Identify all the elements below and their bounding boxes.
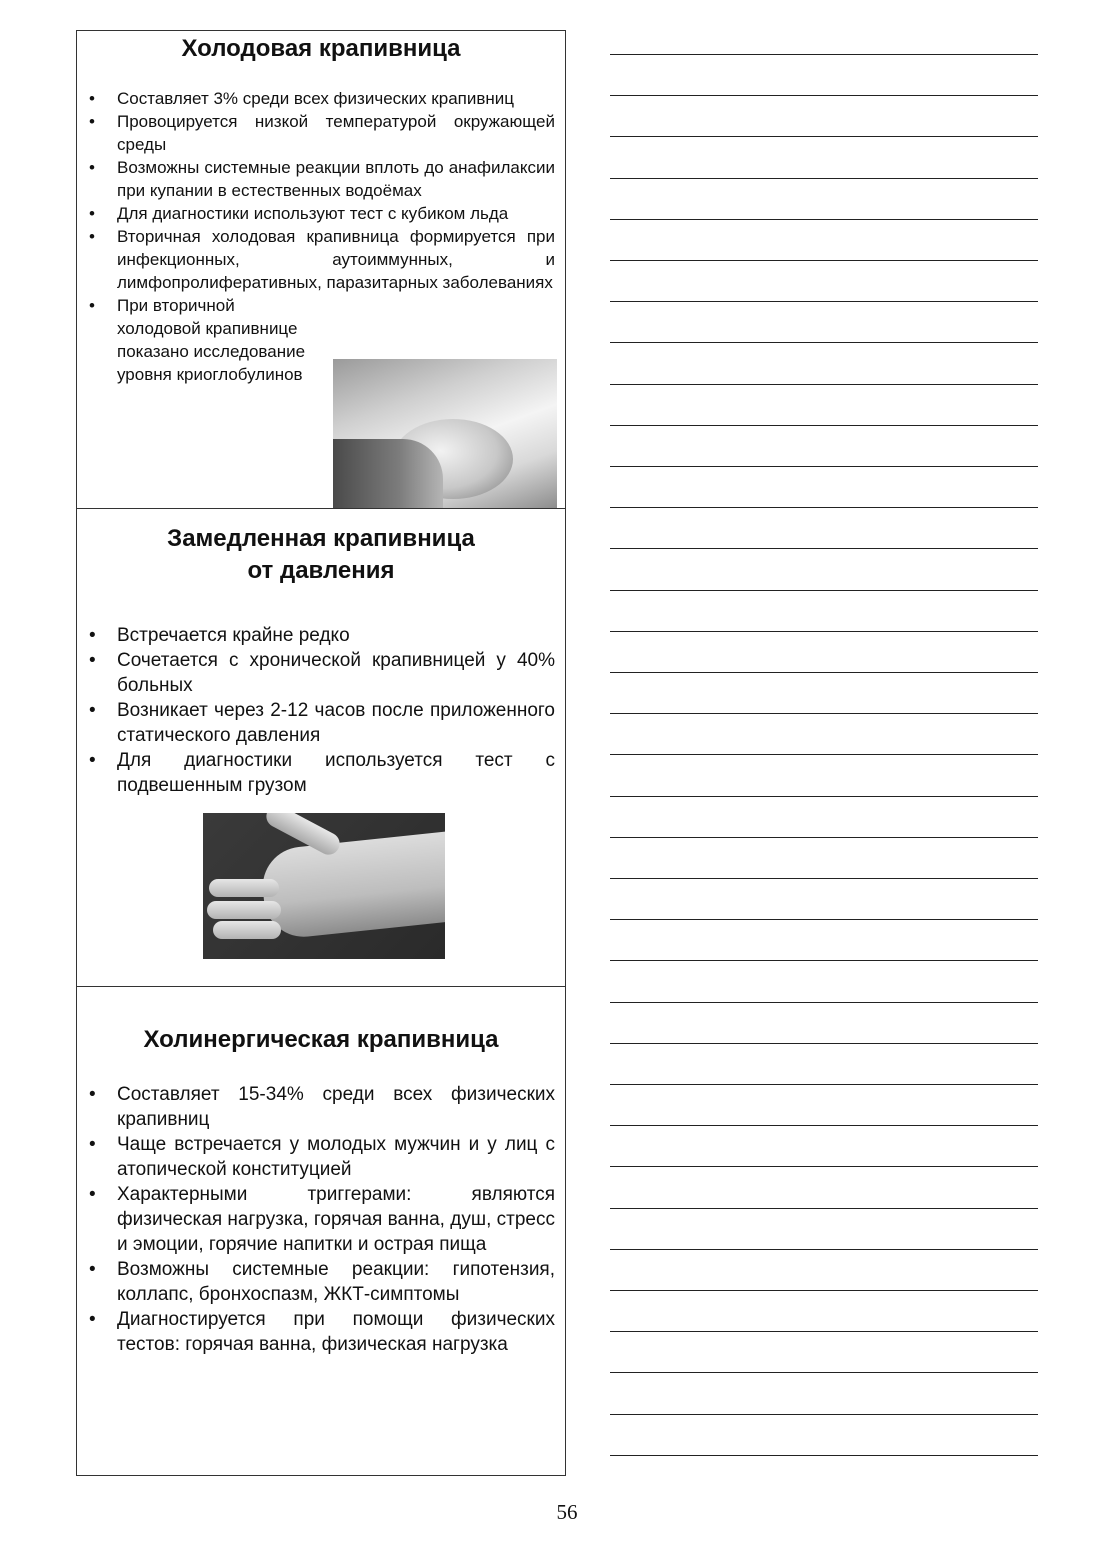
note-line <box>610 713 1038 714</box>
note-line <box>610 301 1038 302</box>
list-item: • Характерными триггерами: являются физическая нагрузка, горячая ванна, душ, стресс и эмоции, горячие напитки и острая пища <box>77 1182 565 1257</box>
slide-title-line-1: Замедленная крапивница <box>167 525 475 552</box>
note-line <box>610 1372 1038 1373</box>
note-line <box>610 1043 1038 1044</box>
slide-cholinergic-urticaria <box>76 986 566 1476</box>
bullet-list <box>77 87 565 386</box>
list-item: • Возможны системные реакции: гипотензия, коллапс, бронхоспазм, ЖКТ-симптомы <box>77 1257 565 1307</box>
note-line <box>610 754 1038 755</box>
note-line <box>610 1290 1038 1291</box>
note-line <box>610 796 1038 797</box>
list-item: • Возникает через 2-12 часов после приложенного статического давления <box>77 698 565 748</box>
note-line <box>610 919 1038 920</box>
note-line <box>610 1002 1038 1003</box>
note-line <box>610 672 1038 673</box>
note-line <box>610 425 1038 426</box>
note-line <box>610 1331 1038 1332</box>
list-item: • Для диагностики используется тест с подвешенным грузом <box>77 748 565 798</box>
list-item: • Вторичная холодовая крапивница формируется при инфекционных, аутоиммунных, и лимфопролиферативных, паразитарных заболеваниях <box>77 225 565 294</box>
list-item: • Сочетается с хронической крапивницей у 40% больных <box>77 648 565 698</box>
slide-title-line-2: от давления <box>247 557 395 584</box>
bullet-list <box>77 623 565 798</box>
slide-delayed-pressure-urticaria <box>76 508 566 987</box>
finger-shape <box>209 879 279 897</box>
note-line <box>610 878 1038 879</box>
list-item: • Провоцируется низкой температурой окружающей среды <box>77 110 565 156</box>
list-item: • При вторичной холодовой крапивнице показано исследование уровня криоглобулинов <box>77 294 317 386</box>
note-line <box>610 136 1038 137</box>
note-line <box>610 95 1038 96</box>
note-line <box>610 837 1038 838</box>
skin-shape <box>333 439 443 508</box>
note-line <box>610 548 1038 549</box>
list-item: • Для диагностики используют тест с кубиком льда <box>77 202 565 225</box>
pressure-hand-photo <box>203 813 445 959</box>
note-line <box>610 342 1038 343</box>
note-line <box>610 54 1038 55</box>
note-line <box>610 1208 1038 1209</box>
note-line <box>610 507 1038 508</box>
note-line <box>610 960 1038 961</box>
finger-shape <box>207 901 281 919</box>
bullet-list <box>77 1082 565 1357</box>
ice-cube-test-photo <box>333 359 557 508</box>
note-line <box>610 1166 1038 1167</box>
list-item: • Встречается крайне редко <box>77 623 565 648</box>
note-line <box>610 178 1038 179</box>
page-number: 56 <box>556 1500 578 1524</box>
note-line <box>610 1455 1038 1456</box>
note-line <box>610 1249 1038 1250</box>
list-item: • Возможны системные реакции вплоть до анафилаксии при купании в естественных водоёмах <box>77 156 565 202</box>
arm-shape <box>259 831 445 940</box>
list-item: • Составляет 3% среди всех физических крапивниц <box>77 87 565 110</box>
note-line <box>610 384 1038 385</box>
slide-cold-urticaria <box>76 30 566 509</box>
note-line <box>610 219 1038 220</box>
list-item: • Диагностируется при помощи физических тестов: горячая ванна, физическая нагрузка <box>77 1307 565 1357</box>
note-line <box>610 1414 1038 1415</box>
slide-title: Холинергическая крапивница <box>143 1026 499 1053</box>
note-line <box>610 1125 1038 1126</box>
note-line <box>610 631 1038 632</box>
list-item: • Чаще встречается у молодых мужчин и у лиц с атопической конституцией <box>77 1132 565 1182</box>
note-line <box>610 1084 1038 1085</box>
note-line <box>610 466 1038 467</box>
note-line <box>610 260 1038 261</box>
note-line <box>610 590 1038 591</box>
finger-shape <box>213 921 281 939</box>
list-item: • Составляет 15-34% среди всех физических крапивниц <box>77 1082 565 1132</box>
slide-title: Холодовая крапивница <box>181 35 461 62</box>
